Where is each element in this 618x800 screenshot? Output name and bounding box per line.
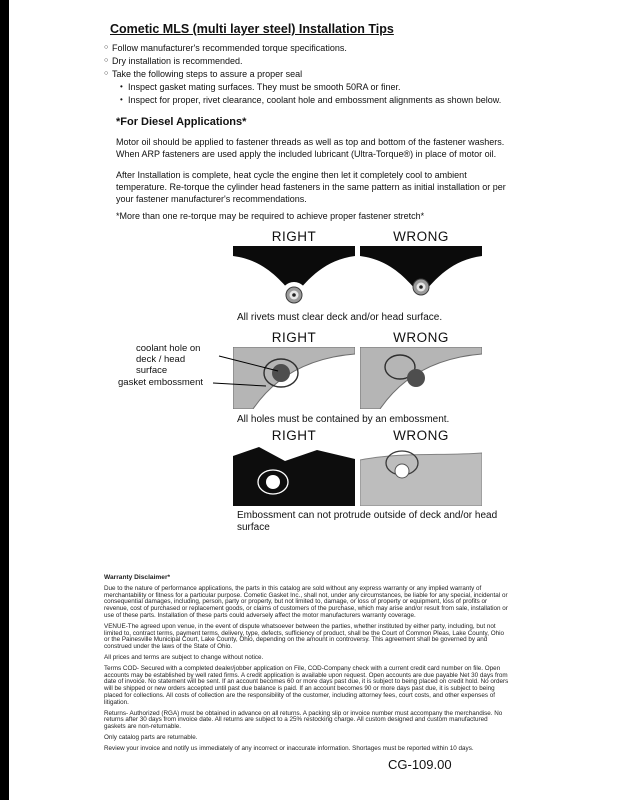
disclaimer-paragraph: VENUE-The agreed upon venue, in the event of dispute whatsoever between the parties, whether instituted by either party, including, but not limited to, contract terms, payment terms, delivery, type, defects, sufficiency of product, shall be the Court of Common Pleas, Lake County, Ohio or the Painesville Municipal Court, Lake County, Ohio, depending on the amount in controversy. This agreement shall be governed by and construed under the laws of the State of Ohio.: [104, 622, 505, 651]
catalog-page-code: CG-109.00: [388, 757, 452, 772]
tip-item: [104, 42, 516, 55]
tip-item: [104, 68, 516, 81]
tip-text: Take the following steps to assure a proper seal: [112, 69, 303, 79]
diesel-paragraph-2: After Installation is complete, heat cycle the engine then let it completely cool to ambient temperature. Re-torque the cylinder head fasteners in the same pattern as initial installation or per your fastener manufacturer's recommendations.: [116, 170, 506, 204]
tip-sub-item: [120, 94, 516, 107]
tip-text: Dry installation is recommended.: [112, 56, 243, 66]
row1-caption: All rivets must clear deck and/or head surface.: [237, 312, 443, 323]
embossment-containment-wrong-diagram: [360, 347, 482, 409]
row2-images: [233, 347, 482, 409]
open-bullet-icon: ○: [104, 70, 109, 77]
row3-headers: [233, 428, 482, 443]
disclaimer-paragraph: Due to the nature of performance applications, the parts in this catalog are sold without any express warranty or any implied warranty of merchantability or fitness for a particular purpose. Cometic Gasket Inc., shall not, under any circumstances, be liable for any special, incidental or consequential damages, including, person, party or property, but not limited to, damage, or loss of property or equipment, loss of profits or revenue, cost of purchased or replacement goods, or claims of customers of the purchase, which may arise and/or result from sale, installation or use of these parts. Installation of these parts could adversely affect the motor manufacturers warranty coverage.: [104, 584, 508, 619]
diesel-applications-heading: *For Diesel Applications*: [116, 116, 247, 128]
right-header: RIGHT: [271, 330, 317, 345]
disclaimer-heading: Warranty Disclaimer*: [104, 574, 171, 581]
coolant-hole-label: coolant hole on deck / head surface: [136, 343, 201, 376]
tip-sub-item: [120, 81, 516, 94]
left-edge-bar: [0, 0, 9, 800]
right-header: RIGHT: [271, 428, 317, 443]
wrong-header: WRONG: [393, 330, 449, 345]
row2-caption: All holes must be contained by an embossment.: [237, 414, 450, 425]
tip-text: Follow manufacturer's recommended torque specifications.: [112, 43, 347, 53]
page-title: Cometic MLS (multi layer steel) Installation Tips: [110, 22, 394, 36]
row1-headers: [233, 229, 482, 244]
embossment-protrusion-wrong-diagram: [360, 444, 482, 506]
rivet-clearance-wrong-diagram: [360, 246, 482, 308]
tip-text: Inspect for proper, rivet clearance, coolant hole and embossment alignments as shown below.: [128, 95, 502, 105]
disclaimer-paragraph: Terms COD- Secured with a completed dealer/jobber application on File, COD-Company check with a current credit card number on file. Open accounts may be established by well rated firms. A credit application is available upon request. Open accounts are due payable Net 30 days from date of invoice. No statement will be sent. If an account becomes 60 or more days past due, it is subject to being placed on credit hold. No orders will be shipped or new orders accepted until past due balance is paid. If an account becomes 90 or more days past due, it is subject to being placed for collections. All costs of collection are the responsibility of the customer, including attorney fees, court costs, and other expenses of litigation.: [104, 664, 509, 706]
embossment-containment-right-diagram: [233, 347, 355, 409]
row3-caption: Embossment can not protrude outside of deck and/or head surface: [237, 510, 498, 533]
wrong-header: WRONG: [393, 229, 449, 244]
embossment-protrusion-right-diagram: [233, 444, 355, 506]
disclaimer-paragraph: Review your invoice and notify us immediately of any incorrect or inaccurate information. Shortages must be reported within 10 days.: [104, 744, 474, 752]
tips-list: [104, 42, 516, 107]
open-bullet-icon: ○: [104, 57, 109, 64]
tip-item: [104, 55, 516, 68]
retorque-note: *More than one re-torque may be required to achieve proper fastener stretch*: [116, 211, 425, 221]
row3-images: [233, 444, 482, 506]
filled-bullet-icon: •: [120, 95, 123, 104]
wrong-header: WRONG: [393, 428, 449, 443]
filled-bullet-icon: •: [120, 82, 123, 91]
tip-text: Inspect gasket mating surfaces. They must be smooth 50RA or finer.: [128, 82, 401, 92]
diesel-paragraph-1: Motor oil should be applied to fastener threads as well as top and bottom of the fastener washers. When ARP fasteners are used apply the included lubricant (Ultra-Torque®) in place of motor oil.: [116, 137, 505, 159]
open-bullet-icon: ○: [104, 44, 109, 51]
disclaimer-paragraph: Returns- Authorized (RGA) must be obtained in advance on all returns. A packing slip or invoice number must accompany the merchandise. No returns after 30 days from invoice date. All returns are subject to a 25% restocking charge. All custom designed and custom manufactured gaskets are non-returnable.: [104, 709, 503, 731]
row1-images: [233, 246, 482, 308]
disclaimer-paragraph: All prices and terms are subject to change without notice.: [104, 653, 264, 661]
rivet-clearance-right-diagram: [233, 246, 355, 308]
disclaimer-paragraph: Only catalog parts are returnable.: [104, 733, 198, 741]
warranty-disclaimer: [104, 575, 510, 757]
right-header: RIGHT: [271, 229, 317, 244]
gasket-embossment-label: gasket embossment: [118, 377, 204, 388]
row2-headers: [233, 330, 482, 345]
